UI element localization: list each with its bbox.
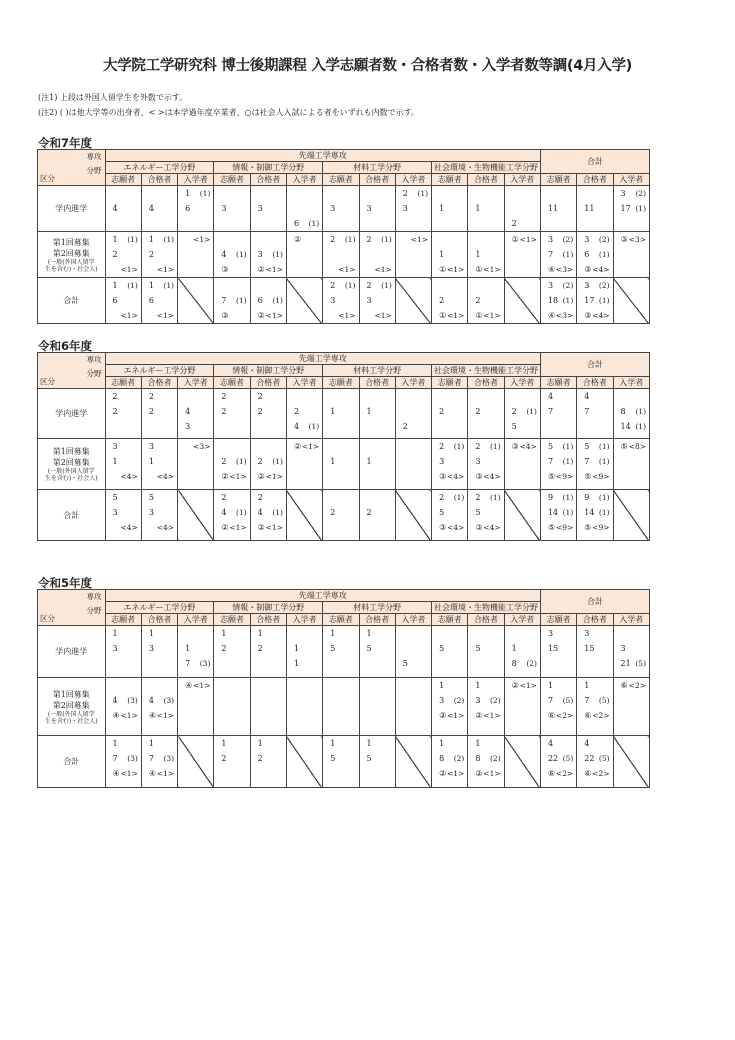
data-cell: 2 (395, 389, 431, 439)
data-cell: 3 (2) 7 (1) ④ <3> (540, 232, 576, 278)
data-cell: 4 7 (540, 389, 576, 439)
row-label: 第1回募集 第2回募集 (一般(外国人留学 生を含む)・社会人) (38, 232, 106, 278)
data-cell: 3 (2) 6 (1) ③ <4> (577, 232, 613, 278)
data-cell: 2 (1) ② <1> (214, 439, 250, 490)
data-cell: 3 1 <4> (141, 439, 177, 490)
data-cell: 3 1 <4> (105, 439, 141, 490)
data-cell: 2 (1) 5 (504, 389, 540, 439)
data-cell: ④ <1> (178, 678, 214, 736)
empty-diagonal-cell (613, 278, 649, 324)
field-header: 情報・制御工学分野 (214, 162, 323, 174)
data-cell: 1 7 (3) ④ <1> (105, 736, 141, 788)
field-header: 材料工学分野 (323, 365, 432, 377)
data-cell: 1 7 (5) ⑥ <2> (577, 678, 613, 736)
data-cell: 3 15 (540, 626, 576, 678)
data-cell (395, 678, 431, 736)
column-header: 志願者 (323, 174, 359, 186)
field-header: 材料工学分野 (323, 602, 432, 614)
column-header: 入学者 (178, 377, 214, 389)
empty-diagonal-cell (504, 490, 540, 541)
note-2: (注2) ( )は他大学等の出身者、< >は本学過年度卒業者、○は社会人入試による者をいずれも内数で示す。 (38, 108, 419, 117)
data-cell: 1 3 (105, 626, 141, 678)
field-header: エネルギー工学分野 (105, 365, 214, 377)
row-label: 合計 (38, 278, 106, 324)
data-cell: 1 (1) 6 <1> (141, 278, 177, 324)
data-cell: 3 (2) 17 (1) ③ <4> (577, 278, 613, 324)
header-corner: 専攻 分野 区分 (38, 353, 106, 389)
total-header: 合計 (540, 353, 649, 377)
data-cell: <1> (395, 232, 431, 278)
data-cell: 4 22 (5) ⑥ <2> (540, 736, 576, 788)
column-header: 志願者 (214, 174, 250, 186)
data-cell: 4 (141, 186, 177, 232)
data-cell: 2 4 (1) ② <1> (250, 490, 286, 541)
column-header: 入学者 (286, 614, 322, 626)
column-header: 合格者 (250, 614, 286, 626)
data-cell: 5 (468, 626, 504, 678)
data-cell: 2 (359, 490, 395, 541)
data-cell: 5 (1) 7 (1) ⑤ <9> (577, 439, 613, 490)
data-cell: 1 7 (5) ⑥ <2> (540, 678, 576, 736)
data-cell (286, 678, 322, 736)
data-cell: 1 2 (214, 736, 250, 788)
column-header: 合格者 (141, 614, 177, 626)
data-cell: 9 (1) 14 (1) ⑤ <9> (540, 490, 576, 541)
data-cell: 1 (468, 186, 504, 232)
total-header: 合計 (540, 590, 649, 614)
column-header: 合格者 (468, 377, 504, 389)
data-cell: 1 (323, 389, 359, 439)
row-label: 第1回募集 第2回募集 (一般(外国人留学 生を含む)・社会人) (38, 678, 106, 736)
column-header: 志願者 (432, 614, 468, 626)
data-cell: 1 (1) 6 <1> (105, 278, 141, 324)
field-header: エネルギー工学分野 (105, 162, 214, 174)
empty-diagonal-cell (286, 278, 322, 324)
column-header: 入学者 (286, 377, 322, 389)
data-cell: 2 2 (214, 389, 250, 439)
data-cell: 8 (1) 14 (1) (613, 389, 649, 439)
data-cell (395, 439, 431, 490)
page-title: 大学院工学研究科 博士後期課程 入学志願者数・合格者数・入学者数等調(4月入学) (103, 58, 632, 74)
column-header: 志願者 (214, 614, 250, 626)
empty-diagonal-cell (395, 736, 431, 788)
data-cell: ③ <3> (613, 232, 649, 278)
major-header: 先端工学専攻 (105, 150, 540, 162)
column-header: 志願者 (540, 614, 576, 626)
data-cell: <3> (178, 439, 214, 490)
column-header: 志願者 (540, 377, 576, 389)
data-cell: 1 (359, 389, 395, 439)
header-corner: 専攻 分野 区分 (38, 150, 106, 186)
data-cell: 2 (1) ② <1> (250, 439, 286, 490)
empty-diagonal-cell (395, 490, 431, 541)
data-cell: ② <1> (286, 439, 322, 490)
column-header: 入学者 (178, 614, 214, 626)
year-heading: 令和7年度 (38, 136, 93, 150)
column-header: 合格者 (250, 174, 286, 186)
field-header: 社会環境・生物機能工学分野 (432, 365, 541, 377)
data-cell: 4 7 (577, 389, 613, 439)
data-cell: ⑥ <2> (613, 678, 649, 736)
data-cell: 3 (323, 186, 359, 232)
data-cell: 2 ① <1> (432, 278, 468, 324)
row-label: 第1回募集 第2回募集 (一般(外国人留学 生を含む)・社会人) (38, 439, 106, 490)
row-label: 学内進学 (38, 389, 106, 439)
data-cell: 2 (468, 389, 504, 439)
data-cell: 5 3 <4> (105, 490, 141, 541)
empty-diagonal-cell (178, 490, 214, 541)
column-header: 入学者 (613, 377, 649, 389)
data-cell: 3 (2) 18 (1) ④ <3> (540, 278, 576, 324)
data-cell: 5 (432, 626, 468, 678)
data-cell: 2 2 (250, 389, 286, 439)
row-label: 学内進学 (38, 186, 106, 232)
field-header: エネルギー工学分野 (105, 602, 214, 614)
data-cell: 3 (1) ② <1> (250, 232, 286, 278)
field-header: 社会環境・生物機能工学分野 (432, 602, 541, 614)
data-cell: 1 ① <1> (468, 232, 504, 278)
data-cell: 2 (1) 5 ③ <4> (432, 490, 468, 541)
column-header: 合格者 (141, 377, 177, 389)
data-cell: 4 22 (5) ⑥ <2> (577, 736, 613, 788)
data-cell: 1 5 (359, 626, 395, 678)
data-cell: 3 (359, 186, 395, 232)
data-cell: 1 7 (3) (178, 626, 214, 678)
column-header: 合格者 (468, 174, 504, 186)
data-cell: 6 (1) (286, 186, 322, 232)
data-cell (214, 678, 250, 736)
year-heading: 令和5年度 (38, 576, 93, 590)
column-header: 合格者 (577, 614, 613, 626)
data-cell: 2 ① <1> (468, 278, 504, 324)
data-cell: 1 (359, 439, 395, 490)
data-cell: 3 21 (5) (613, 626, 649, 678)
column-header: 合格者 (250, 377, 286, 389)
data-cell: 1 ① <1> (432, 232, 468, 278)
empty-diagonal-cell (286, 490, 322, 541)
data-cell: 1 (1) 2 <1> (141, 232, 177, 278)
data-cell: 1 (1) 2 <1> (105, 232, 141, 278)
column-header: 合格者 (577, 377, 613, 389)
data-cell: 1 8 (2) ② <1> (468, 736, 504, 788)
data-cell: 2 (1) 3 ③ <4> (432, 439, 468, 490)
data-cell: 4 (105, 186, 141, 232)
data-cell: 1 7 (3) ④ <1> (141, 736, 177, 788)
column-header: 合格者 (141, 174, 177, 186)
data-cell: 3 (214, 186, 250, 232)
column-header: 志願者 (540, 174, 576, 186)
data-cell: 7 (1) ③ (214, 278, 250, 324)
data-cell: 4 (1) ③ (214, 232, 250, 278)
empty-diagonal-cell (504, 736, 540, 788)
data-cell: 4 (3) ④ <1> (141, 678, 177, 736)
data-cell: 2 2 (141, 389, 177, 439)
column-header: 志願者 (432, 377, 468, 389)
empty-diagonal-cell (178, 736, 214, 788)
note-1: (注1) 上段は外国人留学生を外数で示す。 (38, 93, 188, 102)
row-label: 学内進学 (38, 626, 106, 678)
data-cell: ② (286, 232, 322, 278)
field-header: 情報・制御工学分野 (214, 365, 323, 377)
data-cell: 2 (504, 186, 540, 232)
data-cell: 2 (323, 490, 359, 541)
column-header: 入学者 (504, 614, 540, 626)
year-heading: 令和6年度 (38, 339, 93, 353)
data-cell: 1 5 (323, 626, 359, 678)
data-cell: 5 (395, 626, 431, 678)
field-header: 材料工学分野 (323, 162, 432, 174)
column-header: 入学者 (395, 377, 431, 389)
column-header: 合格者 (359, 174, 395, 186)
column-header: 入学者 (504, 377, 540, 389)
row-label: 合計 (38, 490, 106, 541)
data-cell: ② <1> (504, 678, 540, 736)
column-header: 入学者 (613, 174, 649, 186)
data-cell: 1 5 (359, 736, 395, 788)
major-header: 先端工学専攻 (105, 353, 540, 365)
data-cell (359, 678, 395, 736)
data-cell: 4 3 (178, 389, 214, 439)
data-cell: 1 2 (250, 626, 286, 678)
data-cell: 2 (432, 389, 468, 439)
data-cell: 1 (432, 186, 468, 232)
data-cell: 2 (1) 3 <1> (323, 278, 359, 324)
data-cell: 1 (1) 6 (178, 186, 214, 232)
column-header: 志願者 (105, 377, 141, 389)
column-header: 合格者 (468, 614, 504, 626)
data-cell: 1 3 (2) ② <1> (432, 678, 468, 736)
data-cell: 1 5 (323, 736, 359, 788)
data-cell: 3 (2) 17 (1) (613, 186, 649, 232)
enrollment-table (37, 352, 650, 541)
data-cell: 2 (1) 5 ③ <4> (468, 490, 504, 541)
data-cell: ⑤ <8> (613, 439, 649, 490)
data-cell: 2 (1) 3 ③ <4> (468, 439, 504, 490)
data-cell: 2 2 (105, 389, 141, 439)
data-cell: 11 (540, 186, 576, 232)
row-label: 合計 (38, 736, 106, 788)
data-cell: 11 (577, 186, 613, 232)
empty-diagonal-cell (178, 278, 214, 324)
empty-diagonal-cell (395, 278, 431, 324)
data-cell: <1> (178, 232, 214, 278)
data-cell: 1 (323, 439, 359, 490)
data-cell: 1 2 (214, 626, 250, 678)
empty-diagonal-cell (286, 736, 322, 788)
column-header: 志願者 (105, 614, 141, 626)
data-cell: 1 1 (286, 626, 322, 678)
data-cell (323, 678, 359, 736)
data-cell: 2 (1) 3 <1> (359, 278, 395, 324)
data-cell: 2 (1) 3 (395, 186, 431, 232)
column-header: 志願者 (323, 614, 359, 626)
data-cell: 2 (1) <1> (359, 232, 395, 278)
field-header: 情報・制御工学分野 (214, 602, 323, 614)
major-header: 先端工学専攻 (105, 590, 540, 602)
column-header: 入学者 (613, 614, 649, 626)
column-header: 入学者 (395, 174, 431, 186)
header-corner: 専攻 分野 区分 (38, 590, 106, 626)
empty-diagonal-cell (613, 736, 649, 788)
column-header: 入学者 (504, 174, 540, 186)
column-header: 志願者 (105, 174, 141, 186)
field-header: 社会環境・生物機能工学分野 (432, 162, 541, 174)
data-cell: 5 (1) 7 (1) ⑤ <9> (540, 439, 576, 490)
data-cell: 1 3 (2) ② <1> (468, 678, 504, 736)
data-cell: 2 4 (1) (286, 389, 322, 439)
column-header: 志願者 (432, 174, 468, 186)
data-cell: 4 (3) ④ <1> (105, 678, 141, 736)
data-cell: 2 4 (1) ② <1> (214, 490, 250, 541)
enrollment-table (37, 589, 650, 788)
empty-diagonal-cell (504, 278, 540, 324)
data-cell: 3 (250, 186, 286, 232)
data-cell: 1 3 (141, 626, 177, 678)
column-header: 合格者 (577, 174, 613, 186)
data-cell: ① <1> (504, 232, 540, 278)
column-header: 入学者 (178, 174, 214, 186)
data-cell: ③ <4> (504, 439, 540, 490)
data-cell: 1 8 (2) ② <1> (432, 736, 468, 788)
data-cell: 9 (1) 14 (1) ⑤ <9> (577, 490, 613, 541)
data-cell: 1 2 (250, 736, 286, 788)
column-header: 入学者 (395, 614, 431, 626)
data-cell (250, 678, 286, 736)
column-header: 合格者 (359, 377, 395, 389)
column-header: 志願者 (323, 377, 359, 389)
data-cell: 6 (1) ② <1> (250, 278, 286, 324)
data-cell: 5 3 <4> (141, 490, 177, 541)
enrollment-table (37, 149, 650, 324)
total-header: 合計 (540, 150, 649, 174)
data-cell: 2 (1) <1> (323, 232, 359, 278)
column-header: 入学者 (286, 174, 322, 186)
data-cell: 3 15 (577, 626, 613, 678)
column-header: 志願者 (214, 377, 250, 389)
empty-diagonal-cell (613, 490, 649, 541)
data-cell: 1 8 (2) (504, 626, 540, 678)
column-header: 合格者 (359, 614, 395, 626)
